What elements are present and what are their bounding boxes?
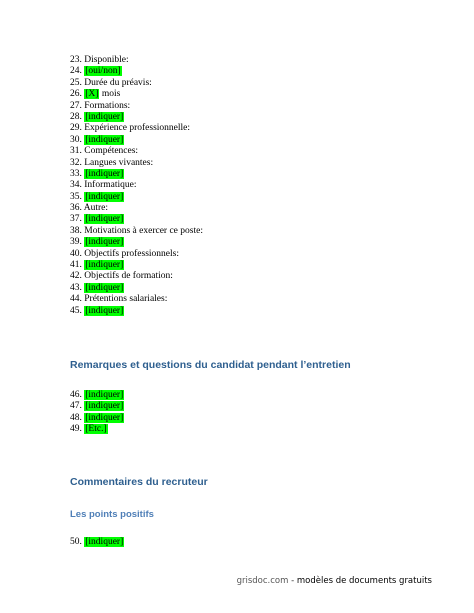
list-item [70,180,203,191]
list-item-number: 34. [70,180,82,191]
placeholder-field[interactable]: [indiquer] [85,412,124,423]
list-item [70,203,203,214]
list-item-number: 25. [70,77,82,88]
list-item [70,112,203,123]
list-item-number: 32. [70,157,82,168]
list-item-number: 47. [70,401,82,412]
footer-tagline: modèles de documents gratuits [296,576,432,586]
list-item-number: 29. [70,123,82,134]
list-item [70,249,203,260]
list-item [70,192,203,203]
list-item-number: 28. [70,111,82,122]
section-heading-commentaires: Commentaires du recruteur [70,476,208,488]
list-item-number: 40. [70,248,82,259]
numbered-list-remarques [70,390,124,436]
list-item [70,66,203,77]
list-item-label: Objectifs de formation: [84,271,173,282]
list-item [70,401,124,412]
list-item [70,135,203,146]
numbered-list-candidate-info [70,55,203,317]
list-item [70,226,203,237]
list-item-label: Informatique: [84,180,137,191]
placeholder-field[interactable]: [indiquer] [85,237,124,248]
list-item-number: 45. [70,305,82,316]
list-item [70,260,203,271]
placeholder-field[interactable]: [indiquer] [85,111,124,122]
placeholder-field[interactable]: [indiquer] [85,214,124,225]
list-item [70,101,203,112]
list-item [70,55,203,66]
list-item-number: 30. [70,134,82,145]
placeholder-field[interactable]: [indiquer] [85,305,124,316]
section-heading-remarques: Remarques et questions du candidat pendant l’entretien [70,359,351,371]
list-item-label: Formations: [84,100,131,111]
placeholder-field[interactable]: [indiquer] [85,191,124,202]
list-item-label: Langues vivantes: [84,157,154,168]
placeholder-field[interactable]: [indiquer] [85,260,124,271]
list-item-suffix: mois [99,89,121,100]
placeholder-field[interactable]: [indiquer] [85,134,124,145]
list-item-number: 42. [70,271,82,282]
list-item-number: 38. [70,225,82,236]
list-item [70,237,203,248]
list-item-number: 31. [70,146,82,157]
placeholder-field[interactable]: [indiquer] [85,168,124,179]
list-item-number: 43. [70,282,82,293]
placeholder-field[interactable]: [indiquer] [85,401,124,412]
list-item-number: 50. [70,537,82,547]
list-item [70,413,124,424]
list-item-number: 44. [70,294,82,305]
list-item [70,146,203,157]
placeholder-field[interactable]: [X] [85,89,99,100]
list-item-label: Expérience professionnelle: [84,123,191,134]
list-item [70,294,203,305]
list-item-label: Autre: [83,203,109,214]
list-item-number: 26. [70,89,82,100]
numbered-list-points-positifs [70,537,124,548]
placeholder-field[interactable]: [indiquer] [85,282,124,293]
list-item [70,424,124,435]
list-item-number: 37. [70,214,82,225]
list-item [70,123,203,134]
list-item-number: 46. [70,390,82,400]
placeholder-field[interactable]: [Etc.] [85,424,107,435]
list-item-number: 36. [70,203,82,214]
list-item [70,78,203,89]
list-item-number: 33. [70,168,82,179]
list-item [70,158,203,169]
list-item-label: Objectifs professionnels: [84,248,179,259]
list-item-label: Disponible: [84,55,129,65]
list-item-label: Motivations à exercer ce poste: [84,225,203,236]
footer-separator: - [288,576,297,586]
placeholder-field[interactable]: [oui/non] [85,66,121,77]
list-item-number: 27. [70,100,82,111]
list-item-number: 48. [70,412,82,423]
placeholder-field[interactable]: [indiquer] [85,537,124,547]
list-item-number: 39. [70,237,82,248]
list-item-label: Durée du préavis: [84,77,152,88]
list-item-label: Compétences: [84,146,139,157]
list-item [70,390,124,401]
placeholder-field[interactable]: [indiquer] [85,390,124,400]
list-item [70,537,124,548]
list-item [70,214,203,225]
list-item-number: 24. [70,66,82,77]
list-item [70,169,203,180]
list-item [70,89,203,100]
footer-site-link[interactable]: grisdoc.com [236,576,289,586]
page-footer [237,576,432,586]
list-item-number: 49. [70,424,82,435]
list-item-number: 41. [70,260,82,271]
list-item-label: Prétentions salariales: [84,294,168,305]
list-item [70,306,203,317]
list-item-number: 35. [70,191,82,202]
list-item-number: 23. [70,55,82,65]
list-item [70,271,203,282]
list-item [70,283,203,294]
subheading-points-positifs: Les points positifs [70,509,154,520]
